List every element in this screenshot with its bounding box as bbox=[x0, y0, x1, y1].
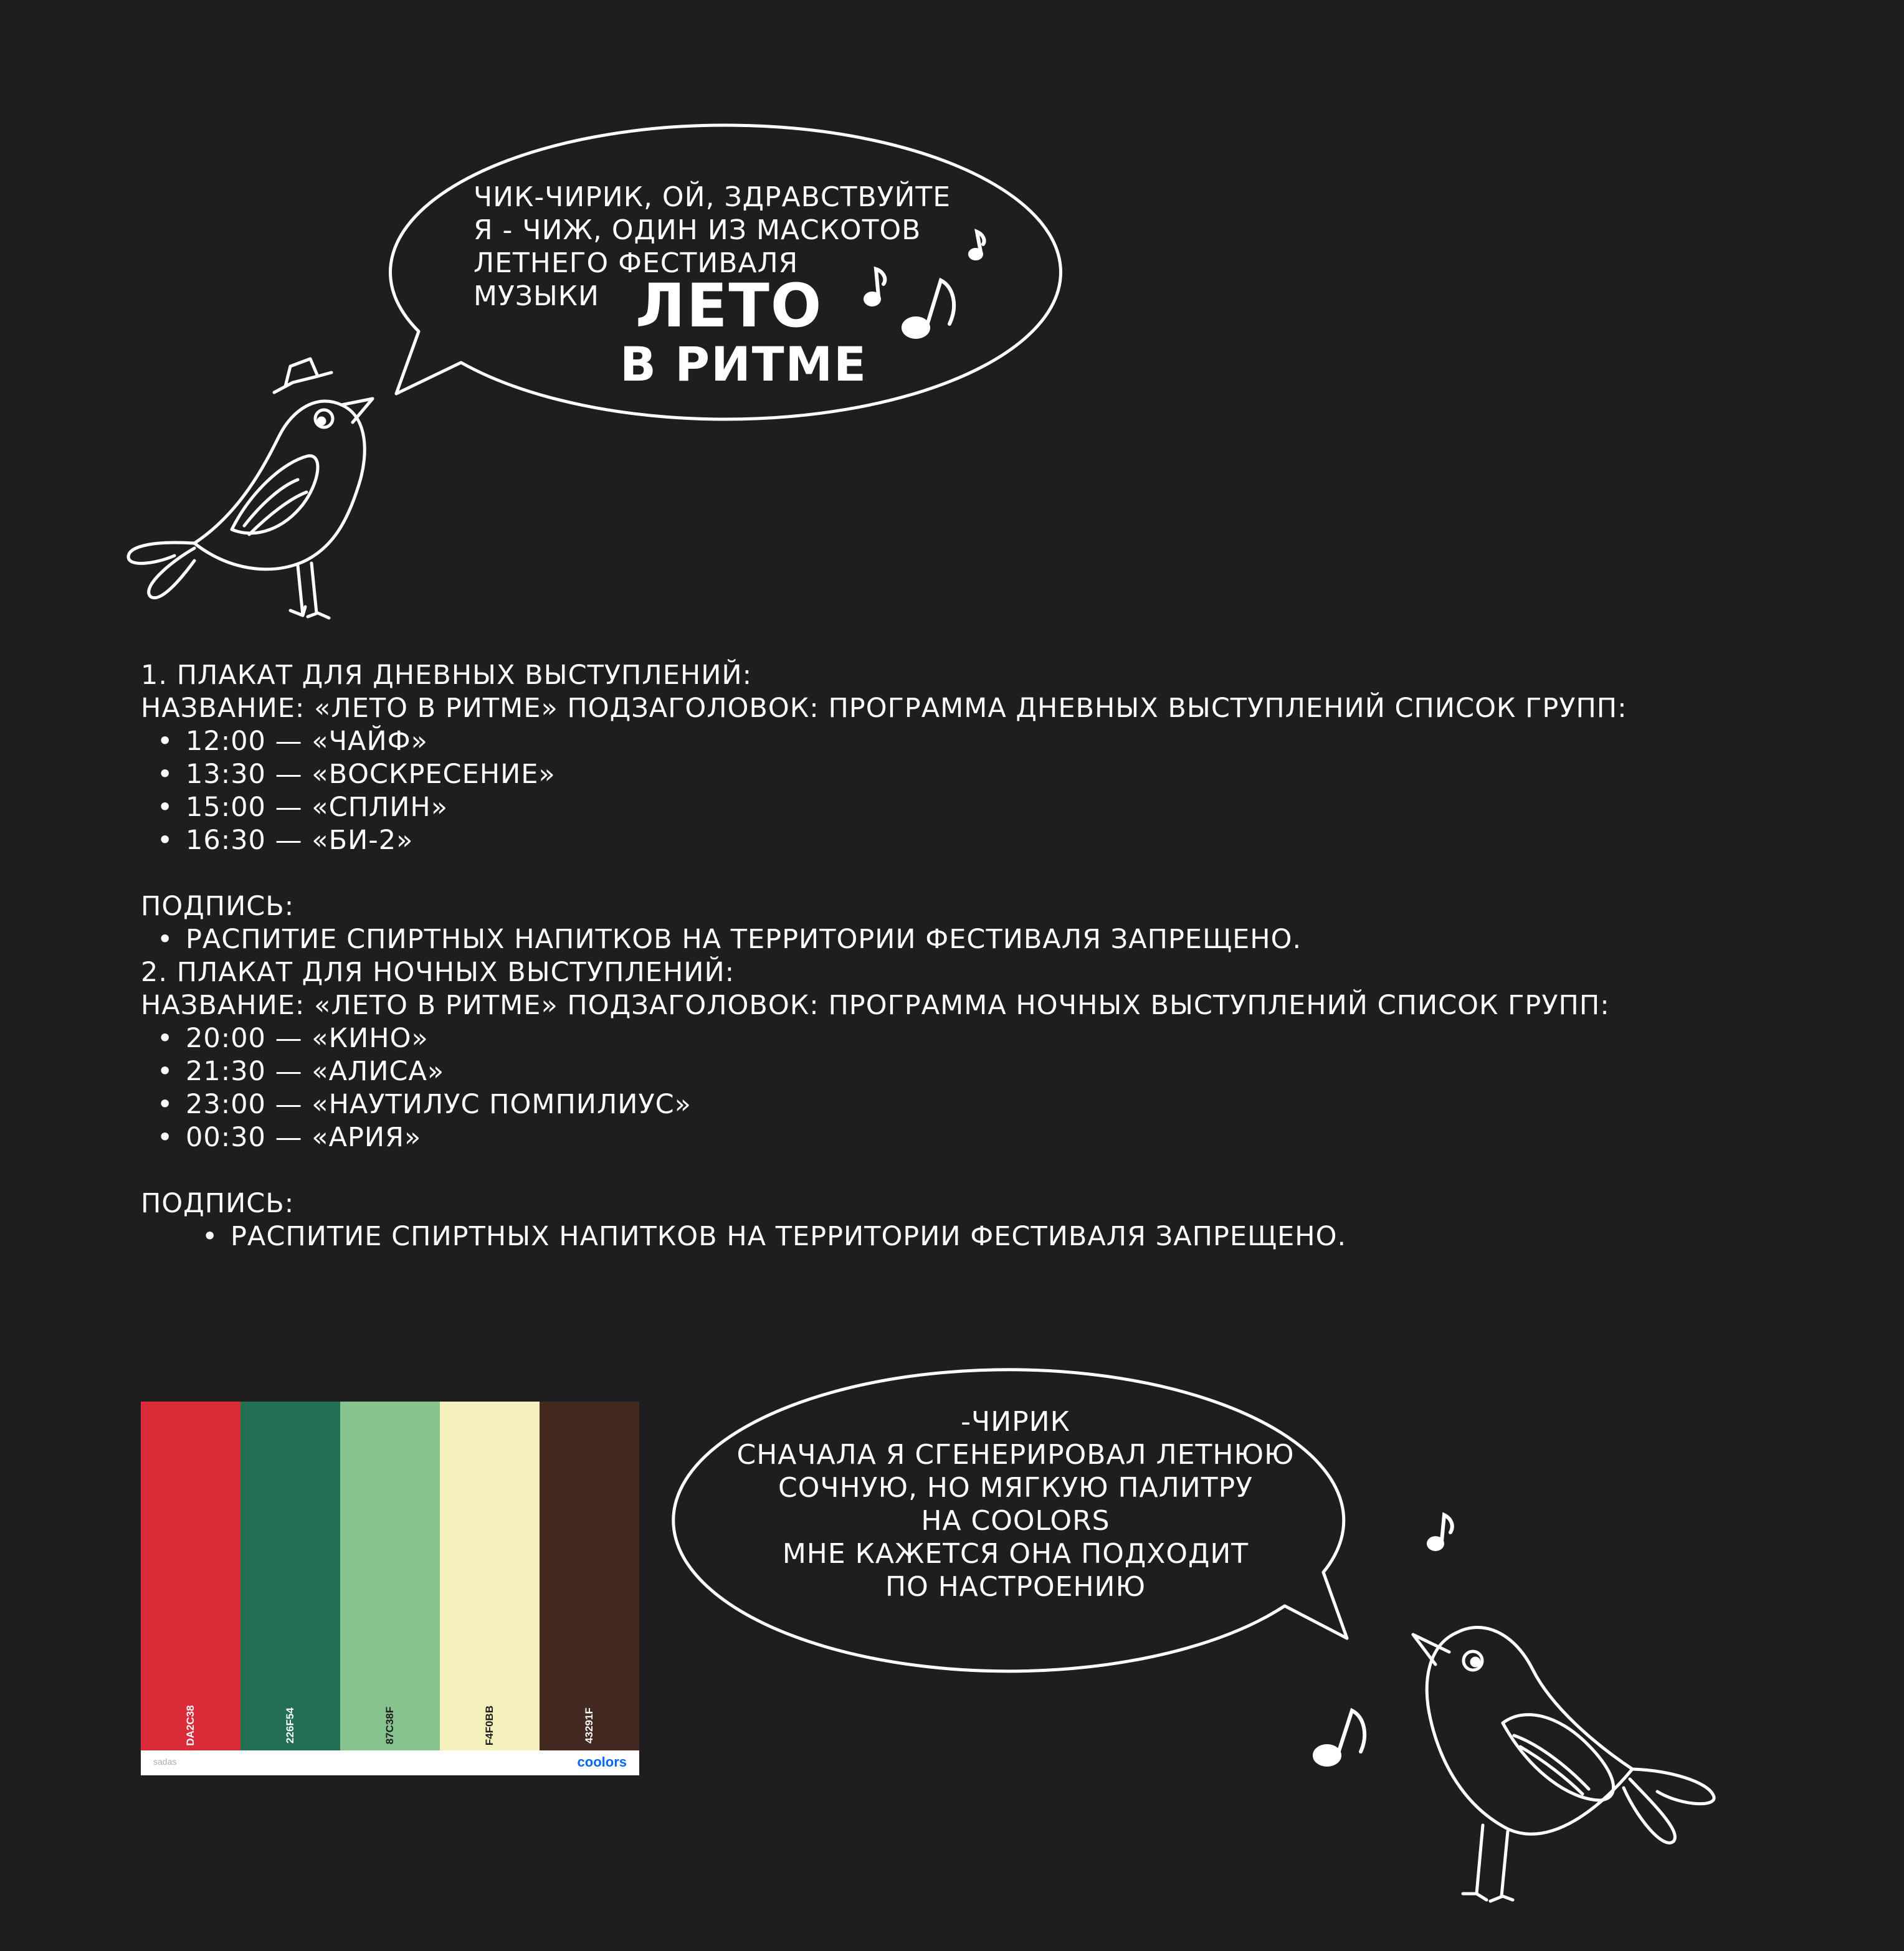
speech-bubble-bottom-text: -ЧИРИК СНАЧАЛА Я СГЕНЕРИРОВАЛ ЛЕТНЮЮ СОЧНУЮ, НО МЯГКУЮ ПАЛИТРУ НА COOLORS МНЕ КАЖЕТСЯ ОНА ПОДХОДИТ ПО НАСТРОЕНИЮ bbox=[736, 1406, 1295, 1603]
festival-logo-line-1: ЛЕТО bbox=[635, 271, 823, 341]
day-caption-label: ПОДПИСЬ: bbox=[141, 891, 295, 922]
swatch-hex-code: 87C38F bbox=[384, 1706, 396, 1745]
list-item: • 21:30 — «АЛИСА» bbox=[186, 1055, 1823, 1088]
swatch-hex-code: DA2C38 bbox=[184, 1705, 196, 1746]
list-item: • 20:00 — «КИНО» bbox=[186, 1022, 1823, 1055]
color-swatch bbox=[240, 1402, 340, 1750]
night-poster-title-line: НАЗВАНИЕ: «ЛЕТО В РИТМЕ» ПОДЗАГОЛОВОК: ПРОГРАММА НОЧНЫХ ВЫСТУПЛЕНИЙ СПИСОК ГРУПП: bbox=[141, 990, 1610, 1021]
list-item: • 13:30 — «ВОСКРЕСЕНИЕ» bbox=[186, 758, 1823, 791]
music-note-icon bbox=[1315, 1711, 1364, 1765]
swatch-hex-code: F4F0BB bbox=[483, 1705, 495, 1746]
swatch-hex-code: 43291F bbox=[583, 1707, 595, 1744]
coolors-palette bbox=[141, 1402, 639, 1775]
color-swatch bbox=[440, 1402, 540, 1750]
color-swatch bbox=[540, 1402, 639, 1750]
night-caption-label: ПОДПИСЬ: bbox=[141, 1188, 295, 1219]
bird-mascot-top-icon bbox=[128, 359, 373, 618]
palette-name: sadas bbox=[153, 1757, 177, 1767]
day-caption-list bbox=[141, 923, 1823, 956]
music-note-icon bbox=[1429, 1515, 1452, 1549]
festival-logo-line-2: В РИТМЕ bbox=[620, 336, 868, 392]
speech-bubble-top-text: ЧИК-ЧИРИК, ОЙ, ЗДРАВСТВУЙТЕ Я - ЧИЖ, ОДИН ИЗ МАСКОТОВ ЛЕТНЕГО ФЕСТИВАЛЯ МУЗЫКИ bbox=[474, 181, 951, 312]
night-caption-list bbox=[141, 1220, 1823, 1253]
palette-footer bbox=[141, 1750, 639, 1775]
color-swatch bbox=[340, 1402, 440, 1750]
list-item: • РАСПИТИЕ СПИРТНЫХ НАПИТКОВ НА ТЕРРИТОРИИ ФЕСТИВАЛЯ ЗАПРЕЩЕНО. bbox=[186, 923, 1823, 956]
festival-program bbox=[141, 659, 1823, 1253]
list-item: • 12:00 — «ЧАЙФ» bbox=[186, 725, 1823, 758]
day-poster-title-line: НАЗВАНИЕ: «ЛЕТО В РИТМЕ» ПОДЗАГОЛОВОК: ПРОГРАММА ДНЕВНЫХ ВЫСТУПЛЕНИЙ СПИСОК ГРУПП: bbox=[141, 693, 1627, 724]
night-poster-heading: 2. ПЛАКАТ ДЛЯ НОЧНЫХ ВЫСТУПЛЕНИЙ: bbox=[141, 957, 735, 988]
list-item: • 15:00 — «СПЛИН» bbox=[186, 791, 1823, 824]
night-band-list bbox=[141, 1022, 1823, 1154]
swatch-hex-code: 226F54 bbox=[284, 1707, 296, 1744]
list-item: • 23:00 — «НАУТИЛУС ПОМПИЛИУС» bbox=[186, 1088, 1823, 1121]
bird-mascot-bottom-icon bbox=[1413, 1628, 1714, 1902]
color-swatch bbox=[141, 1402, 240, 1750]
list-item: • РАСПИТИЕ СПИРТНЫХ НАПИТКОВ НА ТЕРРИТОРИИ ФЕСТИВАЛЯ ЗАПРЕЩЕНО. bbox=[231, 1220, 1823, 1253]
day-band-list bbox=[141, 725, 1823, 857]
list-item: • 16:30 — «БИ-2» bbox=[186, 824, 1823, 857]
day-poster-heading: 1. ПЛАКАТ ДЛЯ ДНЕВНЫХ ВЫСТУПЛЕНИЙ: bbox=[141, 660, 753, 691]
list-item: • 00:30 — «АРИЯ» bbox=[186, 1121, 1823, 1154]
coolors-logo: coolors bbox=[577, 1754, 627, 1770]
